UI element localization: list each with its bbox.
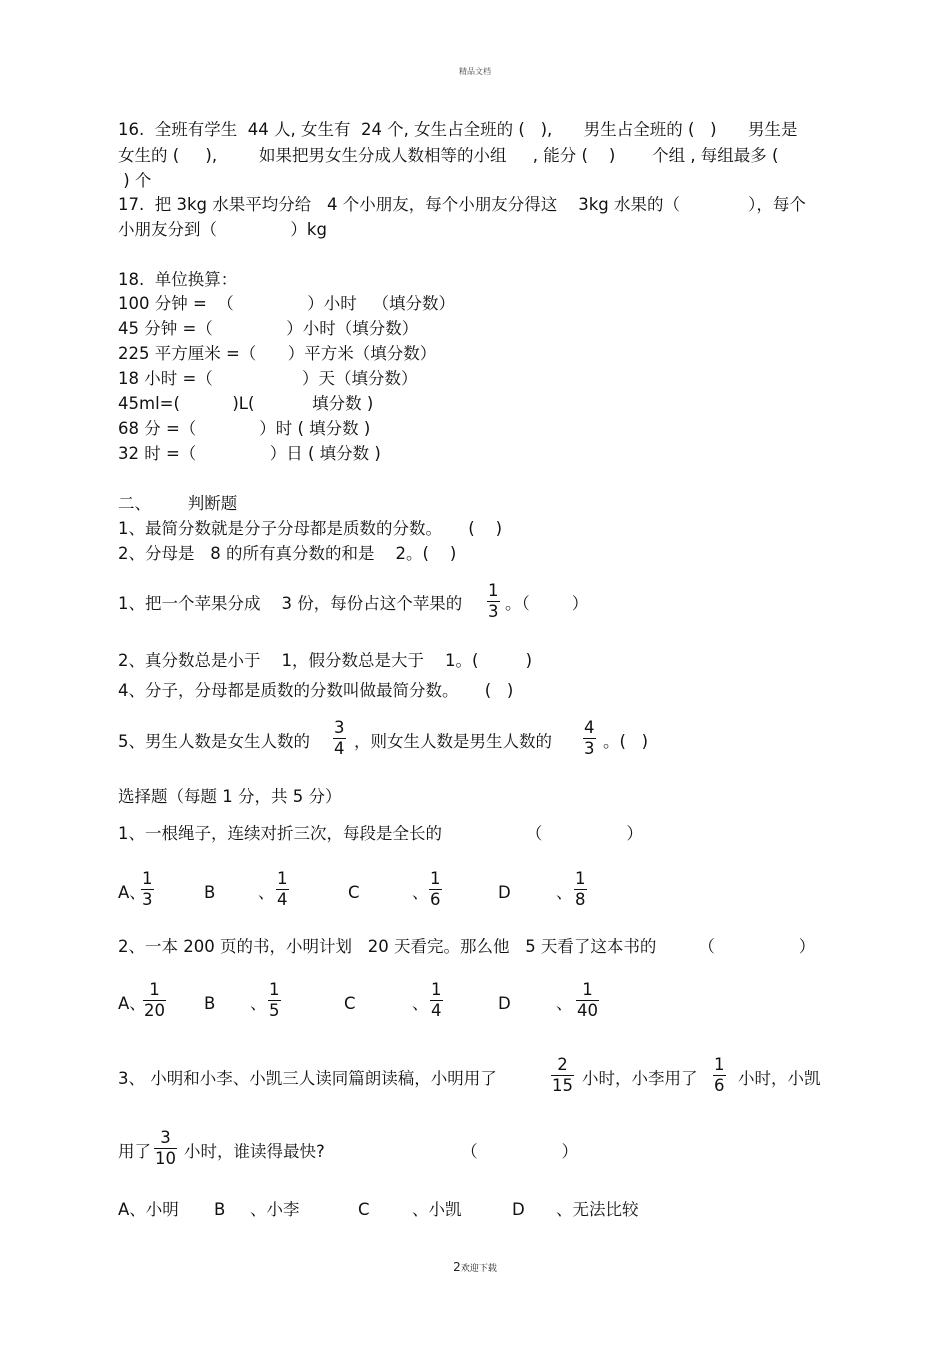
judgement-6-middle: ，则女生人数是男生人数的	[354, 732, 552, 751]
choice-2-option-a: A、	[118, 994, 146, 1013]
choice-3-tail: 小时，小凯	[738, 1069, 821, 1088]
choice-2-option-d: D	[498, 994, 511, 1013]
choice-2-option-c: C	[344, 994, 356, 1013]
choice-2: 2、一本 200 页的书，小明计划 20 天看完。那么他 5 天看了这本书的 （ ）	[118, 937, 816, 956]
fraction-s3-a: 2 15	[552, 1055, 573, 1095]
q17-line-2: 小朋友分到（ ）kg	[118, 220, 327, 239]
judgement-1: 1、最简分数就是分子分母都是质数的分数。 ( )	[118, 519, 503, 538]
conversion-5: 45ml=( )L( 填分数 )	[118, 394, 374, 413]
choice-3-text: 3、 小明和小李、小凯三人读同篇朗读稿，小明用了	[118, 1069, 497, 1088]
fraction-s1-d: 1 8	[575, 869, 586, 909]
choice-2-sep-d: 、	[556, 994, 573, 1013]
choice-3-option-c-text: 、小凯	[412, 1200, 462, 1219]
q16-line-2: 女生的 ( ), 如果把男女生分成人数相等的小组 , 能分 ( ) 个组 , 每组最多 (	[118, 146, 779, 165]
choice-3-option-b: B	[214, 1200, 226, 1219]
judgement-3-text: 1、把一个苹果分成 3 份，每份占这个苹果的	[118, 594, 463, 613]
page-header: 精品文档	[459, 67, 491, 76]
choice-3-option-c: C	[358, 1200, 370, 1219]
conversion-2: 45 分钟 =（ ）小时（填分数）	[118, 319, 419, 338]
q16-line-3: ) 个	[118, 171, 152, 190]
choice-2-sep-c: 、	[412, 994, 429, 1013]
fraction-s1-b: 1 4	[277, 869, 288, 909]
q18-title: 18. 单位换算：	[118, 270, 238, 289]
choice-1-option-d: D	[498, 883, 511, 902]
q17-line-1: 17. 把 3kg 水果平均分给 4 个小朋友，每个小朋友分得这 3kg 水果的（ ），每个	[118, 195, 806, 214]
choice-2-option-b: B	[204, 994, 216, 1013]
judgement-3-tail: 。（ ）	[505, 594, 589, 613]
fraction-j6-b: 4 3	[584, 718, 595, 758]
choice-2-sep-b: 、	[250, 994, 267, 1013]
footer-text: 欢迎下载	[460, 1264, 497, 1274]
choice-3-line-2: 用了	[118, 1142, 151, 1161]
judgement-6-tail: 。( )	[603, 732, 649, 751]
conversion-6: 68 分 =（ ）时 ( 填分数 )	[118, 419, 371, 438]
choice-3-option-a: A、小明	[118, 1200, 179, 1219]
choice-3-option-b-text: 、小李	[250, 1200, 300, 1219]
choice-1-option-a: A、	[118, 883, 146, 902]
page-footer	[0, 1260, 950, 1274]
fraction-s1-c: 1 6	[430, 869, 441, 909]
fraction-s3-b: 1 6	[714, 1055, 725, 1095]
choice-1-sep-d: 、	[556, 883, 573, 902]
choice-3-line-2-tail: 小时，谁读得最快? （ ）	[184, 1142, 579, 1161]
choice-1-sep-b: 、	[258, 883, 275, 902]
choice-1: 1、一根绳子，连续对折三次，每段是全长的 （ ）	[118, 824, 643, 843]
section-judgement-title: 二、 判断题	[118, 494, 238, 513]
judgement-6-text: 5、男生人数是女生人数的	[118, 732, 310, 751]
choice-1-option-c: C	[348, 883, 360, 902]
fraction-s3-c: 3 10	[155, 1128, 176, 1168]
choice-3-option-d: D	[512, 1200, 525, 1219]
page-number: 2	[453, 1260, 461, 1274]
fraction-s2-a: 1 20	[144, 980, 165, 1020]
fraction-j3: 1 3	[488, 581, 499, 621]
conversion-1: 100 分钟 = （ ）小时 （填分数）	[118, 294, 455, 313]
choice-3-option-d-text: 、无法比较	[556, 1200, 639, 1219]
fraction-s1-a: 1 3	[142, 869, 153, 909]
fraction-j6-a: 3 4	[334, 718, 345, 758]
choice-3-middle: 小时，小李用了	[582, 1069, 698, 1088]
section-choice-title: 选择题（每题 1 分，共 5 分）	[118, 787, 342, 806]
choice-1-sep-c: 、	[412, 883, 429, 902]
conversion-4: 18 小时 =（ ）天（填分数）	[118, 369, 418, 388]
choice-1-option-b: B	[204, 883, 216, 902]
judgement-2: 2、分母是 8 的所有真分数的和是 2。( )	[118, 544, 457, 563]
conversion-3: 225 平方厘米 =（ ）平方米（填分数）	[118, 344, 437, 363]
q16-line-1: 16. 全班有学生 44 人, 女生有 24 个, 女生占全班的 ( ), 男生占全班的 ( ) 男生是	[118, 120, 798, 139]
judgement-4: 2、真分数总是小于 1，假分数总是大于 1。( )	[118, 651, 533, 670]
conversion-7: 32 时 =（ ）日 ( 填分数 )	[118, 444, 381, 463]
fraction-s2-c: 1 4	[431, 980, 442, 1020]
judgement-5: 4、分子，分母都是质数的分数叫做最简分数。 ( )	[118, 681, 514, 700]
fraction-s2-b: 1 5	[269, 980, 280, 1020]
fraction-s2-d: 1 40	[577, 980, 598, 1020]
